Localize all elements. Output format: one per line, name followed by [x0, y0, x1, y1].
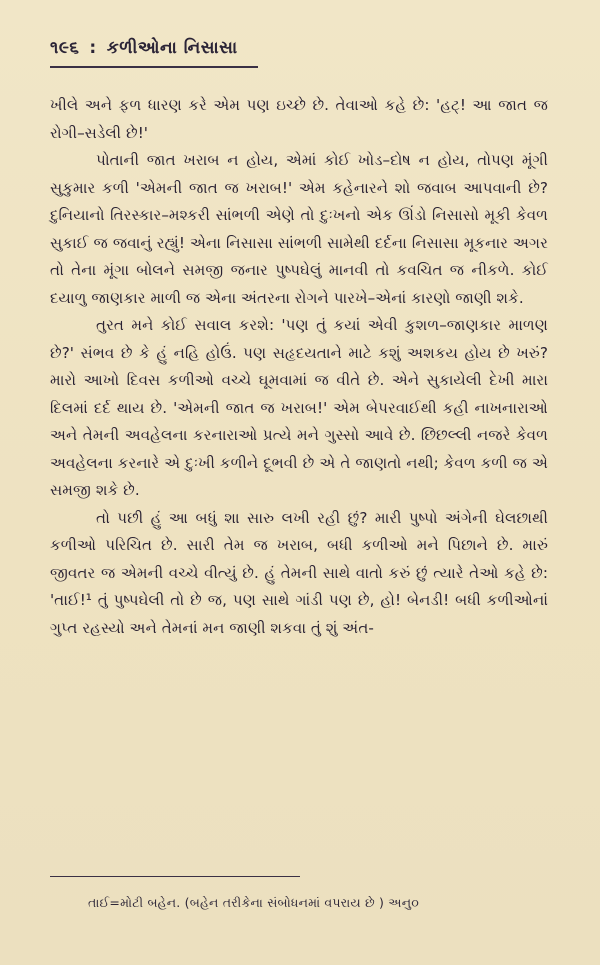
footnote: તાઈ=મોટી બહેન. (બહેન તરીકેના સંબોધનમાં વપરાય છે ) અનુ૦: [88, 895, 419, 910]
footnote-rule: [50, 876, 300, 877]
paragraph: તુરત મને કોઈ સવાલ કરશે: 'પણ તું કયાં એવી કુશળ–જાણકાર માળણ છે?' સંભવ છે કે હું નહિ હોઉં. પણ સહૃદયતાને માટે કશું અશકય હોય છે ખરું? મારો આખો દિવસ કળીઓ વચ્ચે ઘૂમવામાં જ વીતે છે. એને સુકાયેલી દેખી મારા દિલમાં દર્દ થાય છે. 'એમની જાત જ ખરાબ!' એમ બેપરવાઈથી કહી નાખનારાઓ અને તેમની અવહેલના કરનારાઓ પ્રત્યે મને ગુસ્સો આવે છે. છિછલ્લી નજરે કેવળ અવહેલના કરનારે એ દુઃખી કળીને દૂભવી છે એ તે જાણતો નથી; કેવળ કળી જ એ સમજી શકે છે.: [50, 316, 548, 499]
chapter-title: કળીઓના નિસાસા: [106, 38, 238, 58]
header-separator: :: [89, 38, 97, 58]
paragraph: ખીલે અને ફળ ધારણ કરે એમ પણ ઇચ્છે છે. તેવાઓ કહે છે: 'હટ્! આ જાત જ રોગી–સડેલી છે!': [50, 96, 548, 142]
paragraph: પોતાની જાત ખરાબ ન હોય, એમાં કોઈ ખોડ–દોષ ન હોય, તોપણ મૂંગી સુકુમાર કળી 'એમની જાત જ ખરાબ!' એમ કહેનારને શો જવાબ આપવાની છે? દુનિયાનો તિરસ્કાર–મશ્કરી સાંભળી એણે તો દુઃખનો એક ઊંડો નિસાસો મૂકી કેવળ સુકાઈ જ જવાનું રહ્યું! એના નિસાસા સાંભળી સામેથી દર્દના નિસાસા મૂકનાર અગર તો તેના મૂંગા બોલને સમજી જનાર પુષ્પઘેલું માનવી તો કવચિત જ નીકળે. કોઈ દયાળુ જાણકાર માળી જ એના અંતરના રોગને પારખે–એનાં કારણો જાણી શકે.: [50, 151, 548, 307]
page-number: ૧૯૬: [50, 38, 80, 58]
header-rule: [50, 66, 258, 68]
running-head: [50, 38, 548, 58]
paragraph: તો પછી હું આ બધું શા સારુ લખી રહી છું? મારી પુષ્પો અંગેની ઘેલછાથી કળીઓ પરિચિત છે. સારી તેમ જ ખરાબ, બધી કળીઓ મને પિછાને છે. મારું જીવતર જ એમની વચ્ચે વીત્યું છે. હું તેમની સાથે વાતો કરું છું ત્યારે તેઓ કહે છે: 'તાઈ!¹ તું પુષ્પઘેલી તો છે જ, પણ સાથે ગાંડી પણ છે, હો! બેનડી! બધી કળીઓનાં ગુપ્ત રહસ્યો અને તેમનાં મન જાણી શકવા તું શું અંત-: [50, 508, 548, 637]
body-text: [50, 92, 548, 642]
